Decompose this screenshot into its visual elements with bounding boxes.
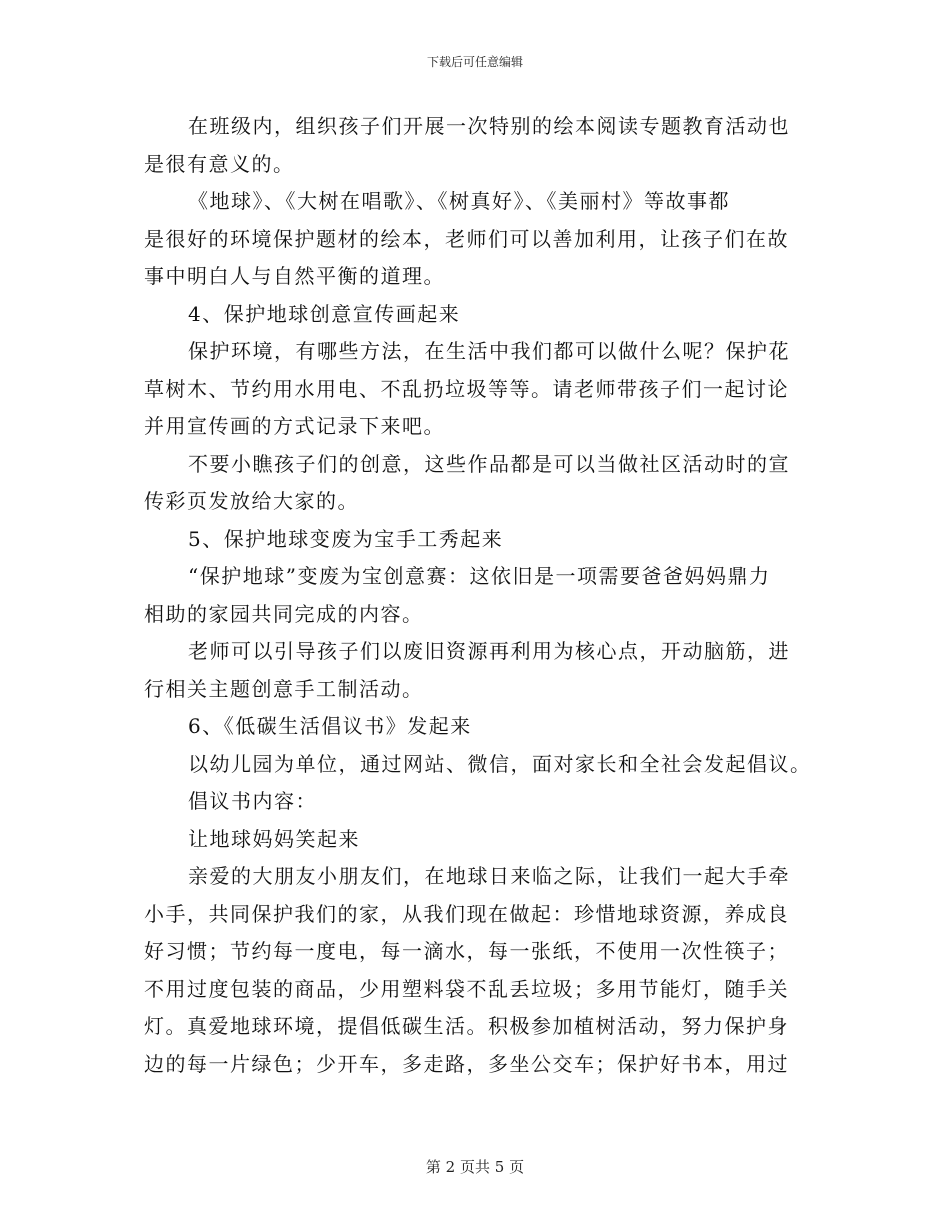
text-line: 好习惯；节约每一度电，每一滴水，每一张纸，不使用一次性筷子； (144, 939, 789, 963)
text-line: 5、保护地球变废为宝手工秀起来 (188, 526, 504, 551)
text-line: 老师可以引导孩子们以废旧资源再利用为核心点，开动脑筋，进 (188, 639, 790, 663)
text-line: 传彩页发放给大家的。 (144, 489, 359, 513)
text-line: 不要小瞧孩子们的创意，这些作品都是可以当做社区活动时的宣 (188, 451, 790, 476)
text-line: 以幼儿园为单位，通过网站、微信，面对家长和全社会发起倡议。 (188, 751, 812, 776)
text-line: 是很好的环境保护题材的绘本，老师们可以善加利用，让孩子们在故 (144, 226, 789, 251)
text-line: 倡议书内容： (188, 789, 317, 813)
page-footer: 第 2 页共 5 页 (425, 1158, 525, 1176)
text-line: 相助的家园共同完成的内容。 (144, 601, 424, 626)
text-line: 行相关主题创意手工制活动。 (144, 676, 424, 701)
text-line: 边的每一片绿色；少开车，多走路，多坐公交车；保护好书本，用过 (144, 1051, 789, 1076)
text-line: 是很有意义的。 (144, 151, 295, 176)
document-body (144, 108, 824, 1083)
text-line: 6、《低碳生活倡议书》发起来 (188, 714, 472, 738)
text-line: 在班级内，组织孩子们开展一次特别的绘本阅读专题教育活动也 (188, 114, 790, 138)
text-line: 草树木、节约用水用电、不乱扔垃圾等等。请老师带孩子们一起讨论 (144, 376, 789, 401)
text-line: 小手，共同保护我们的家，从我们现在做起：珍惜地球资源，养成良 (144, 901, 789, 926)
text-line: 让地球妈妈笑起来 (188, 826, 360, 851)
text-line: “保护地球”变废为宝创意赛：这依旧是一项需要爸爸妈妈鼎力 (188, 564, 771, 588)
text-line: 不用过度包装的商品，少用塑料袋不乱丢垃圾；多用节能灯，随手关 (144, 976, 789, 1001)
text-line: 事中明白人与自然平衡的道理。 (144, 264, 445, 288)
page-header: 下载后可任意编辑 (426, 55, 523, 69)
text-line: 亲爱的大朋友小朋友们，在地球日来临之际，让我们一起大手牵 (188, 864, 790, 888)
text-line: 并用宣传画的方式记录下来吧。 (144, 414, 445, 438)
text-line: 保护环境，有哪些方法，在生活中我们都可以做什么呢？保护花 (188, 339, 790, 363)
text-line: 4、保护地球创意宣传画起来 (188, 301, 461, 326)
text-line: 《地球》、《大树在唱歌》、《树真好》、《美丽村》等故事都 (188, 189, 730, 213)
text-line: 灯。真爱地球环境，提倡低碳生活。积极参加植树活动，努力保护身 (144, 1014, 789, 1038)
